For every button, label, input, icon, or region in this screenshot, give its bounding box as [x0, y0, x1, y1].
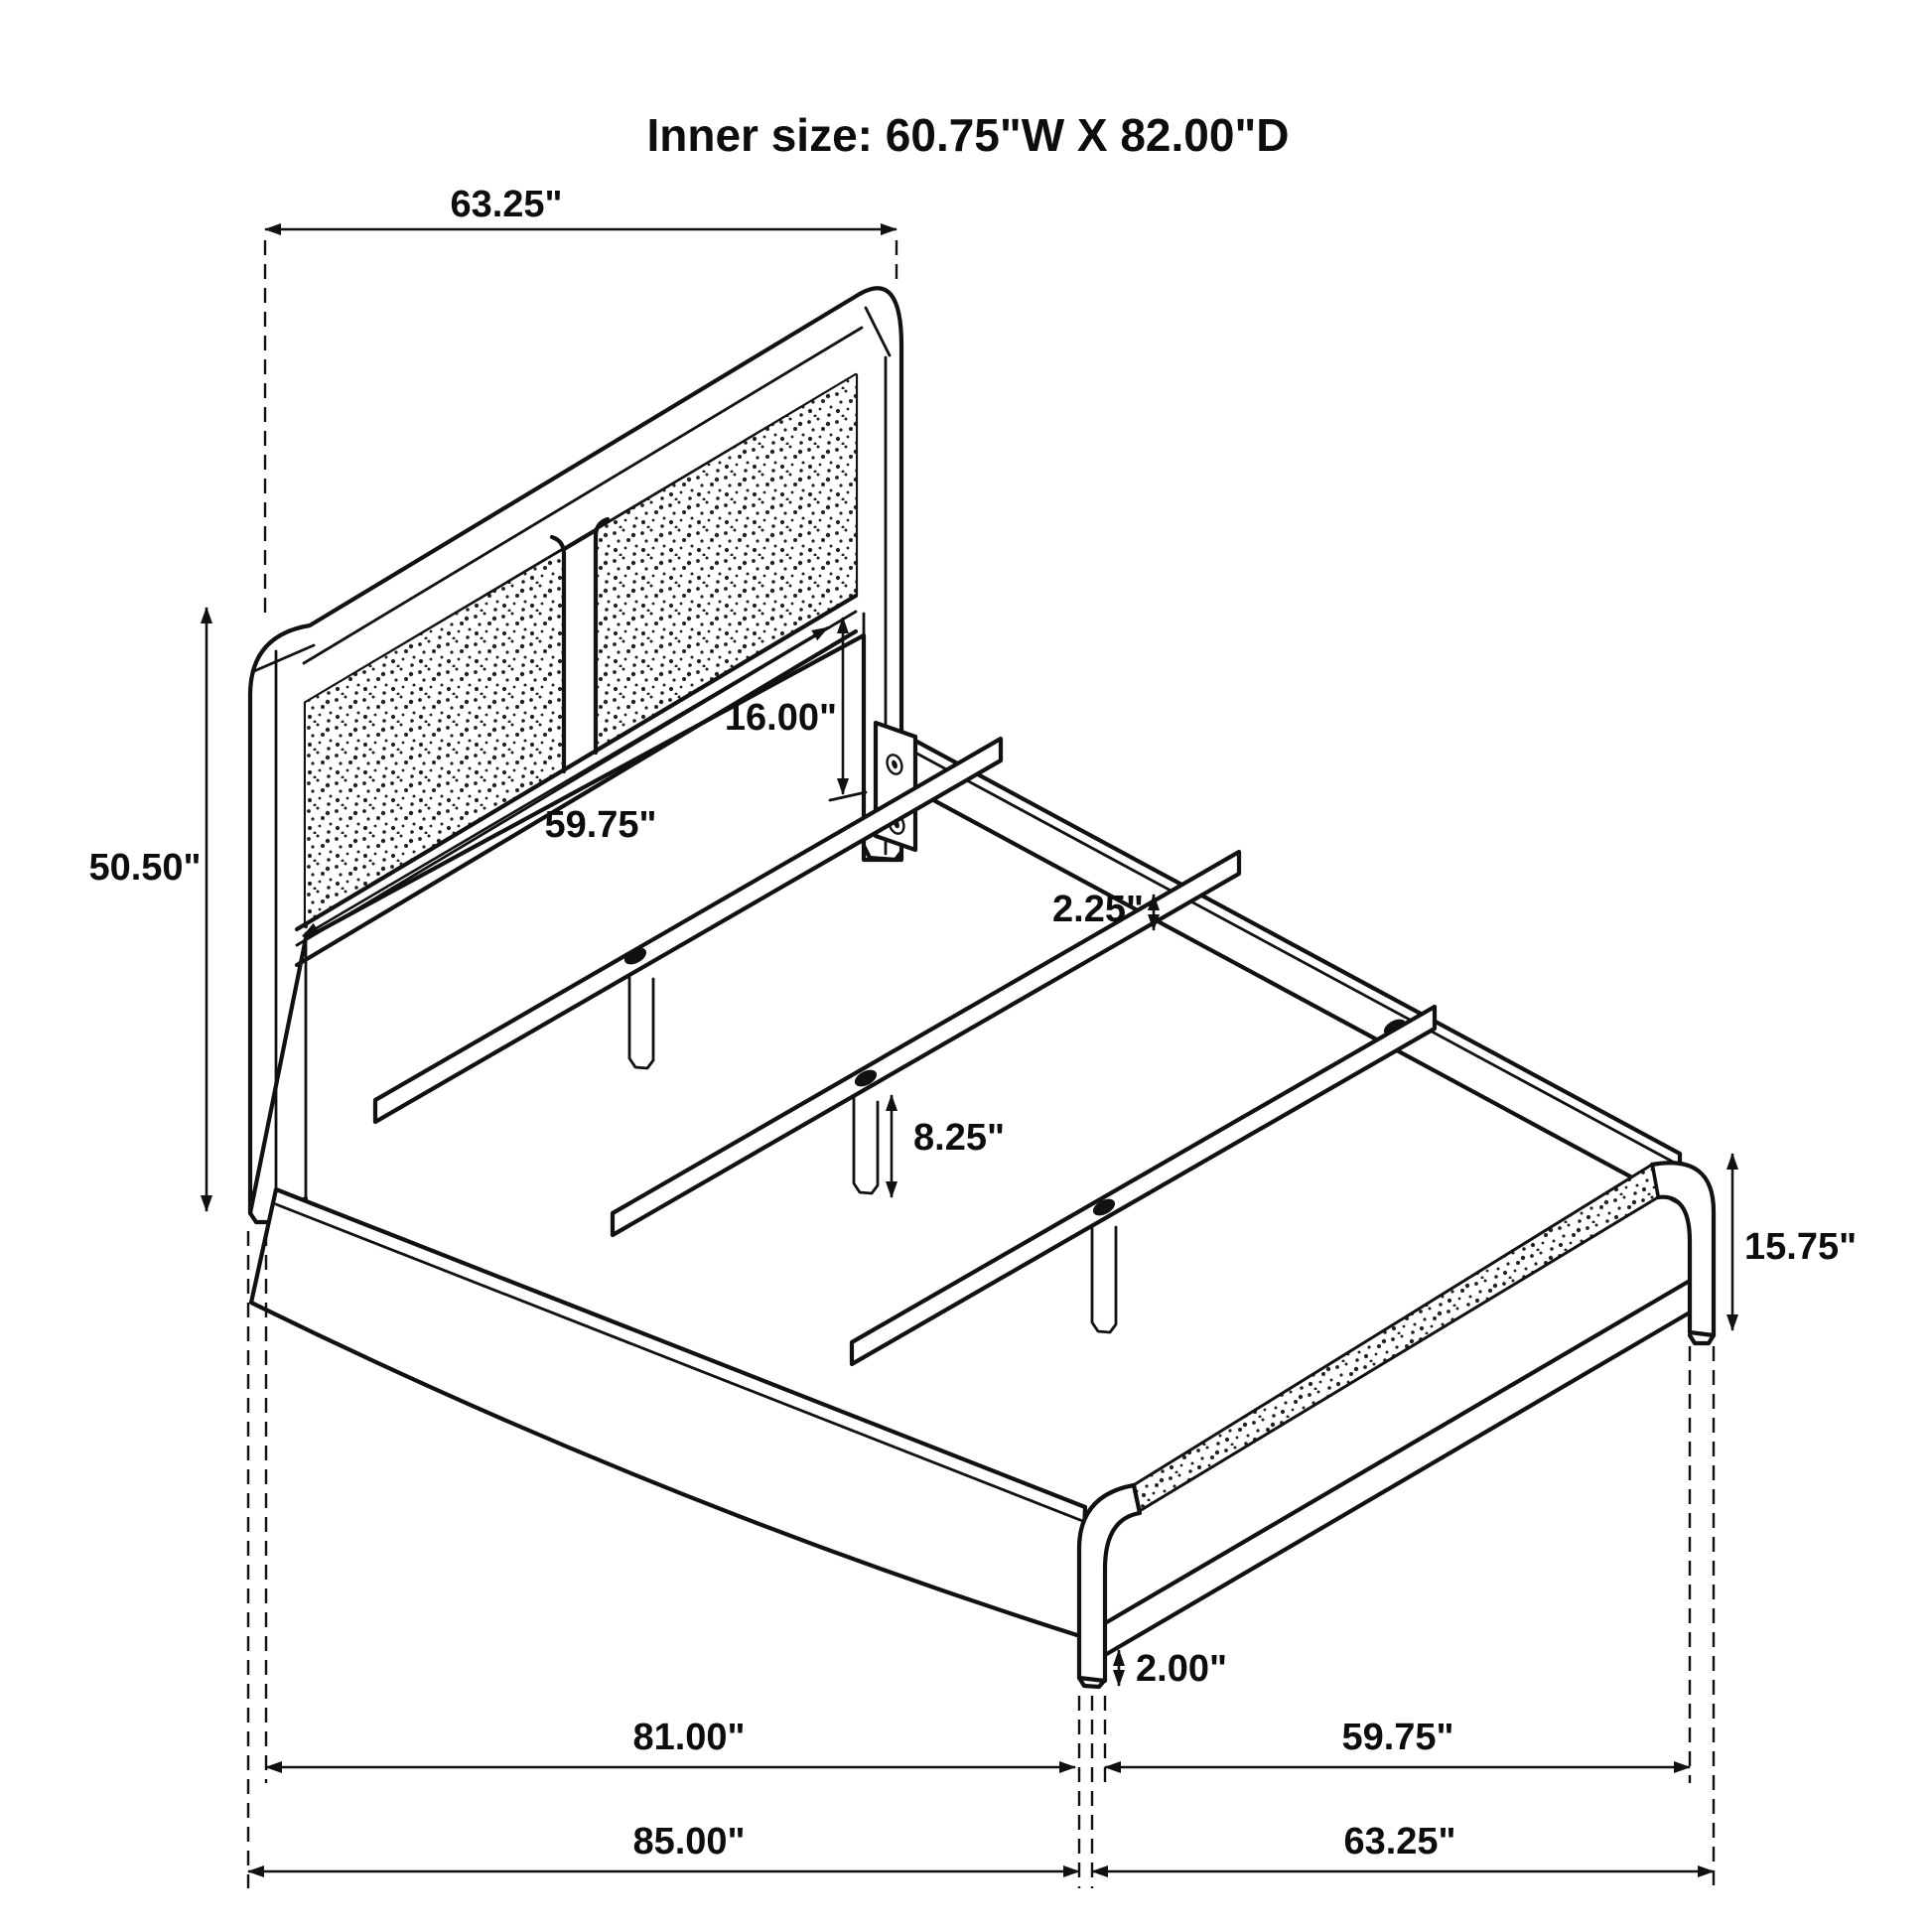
diagram-title: Inner size: 60.75"W X 82.00"D — [646, 109, 1290, 161]
dim-rail-length — [266, 1717, 1075, 1767]
dim-label: 50.50" — [88, 847, 202, 889]
footboard — [1079, 1163, 1714, 1687]
slat-support-leg — [629, 971, 653, 1068]
dim-label: 63.25" — [450, 184, 563, 225]
dim-label: 85.00" — [632, 1821, 746, 1863]
dim-overall-length — [248, 1821, 1079, 1871]
dim-label: 16.00" — [724, 697, 837, 739]
dim-slat-leg-height — [892, 1095, 1005, 1197]
dim-footboard-height — [1732, 1154, 1857, 1330]
dim-label: 63.25" — [1343, 1821, 1456, 1863]
dim-label: 2.25" — [1052, 889, 1144, 930]
dim-label: 59.75" — [544, 804, 657, 846]
slat-support-leg — [854, 1094, 878, 1193]
dim-headboard-height — [88, 608, 207, 1211]
dim-footboard-width — [1092, 1821, 1714, 1871]
dim-slat-thickness — [1052, 889, 1154, 930]
dim-footboard-floor-clearance — [1119, 1648, 1227, 1690]
dim-label: 8.25" — [913, 1117, 1005, 1159]
side-rail-near — [251, 1189, 1085, 1636]
headboard — [250, 288, 901, 1222]
footboard-post-right — [1652, 1163, 1714, 1335]
dim-label: 59.75" — [1341, 1717, 1454, 1758]
dim-label: 2.00" — [1136, 1648, 1227, 1690]
dim-label: 15.75" — [1744, 1226, 1858, 1268]
dim-footboard-inner-width — [1105, 1717, 1690, 1767]
slat-support-leg — [1092, 1219, 1116, 1332]
slat-3 — [852, 1007, 1435, 1364]
dim-label: 81.00" — [632, 1717, 746, 1758]
footboard-top-strip — [1132, 1165, 1658, 1512]
